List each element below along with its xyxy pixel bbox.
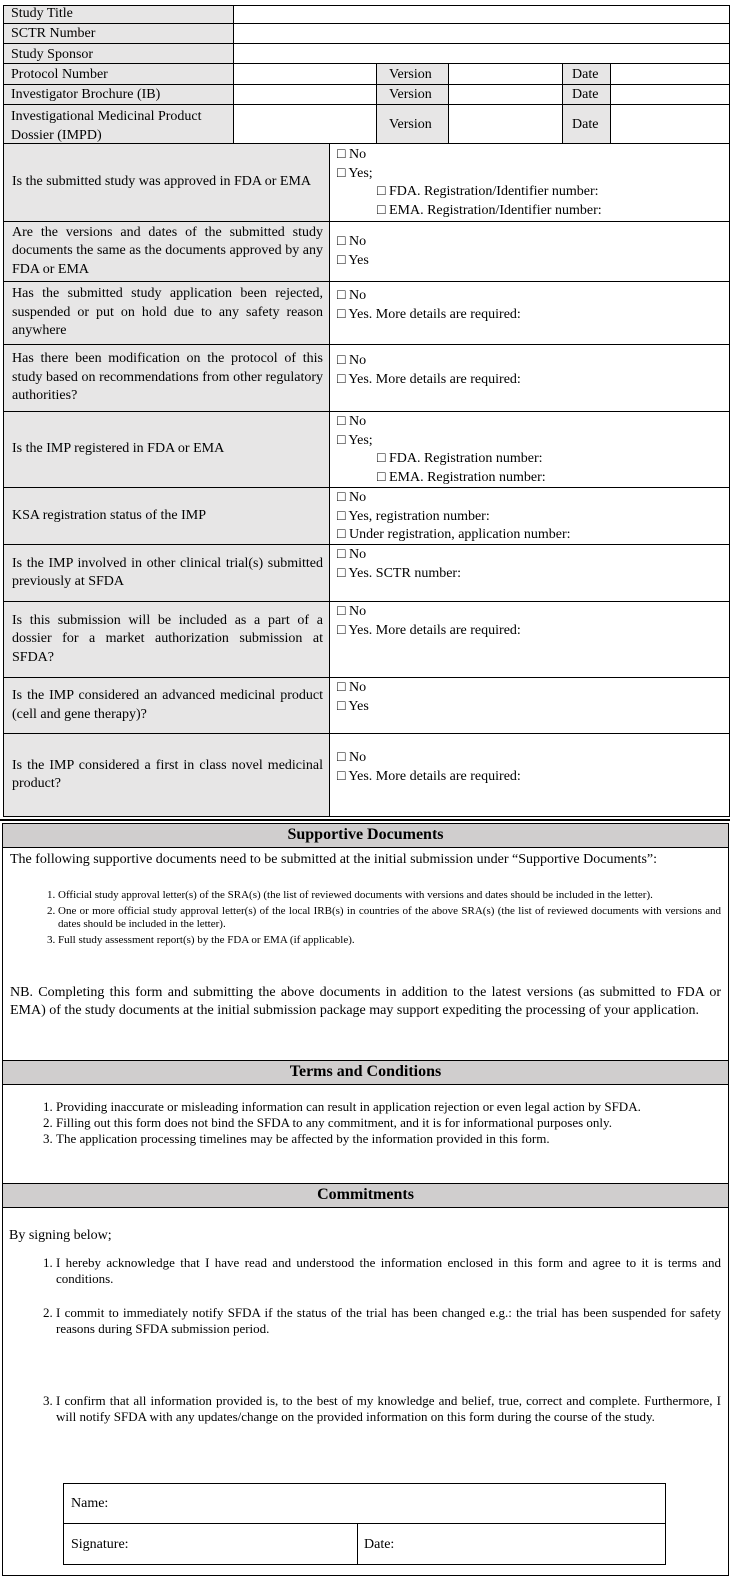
answer-9[interactable] — [329, 677, 730, 734]
study-title-label: Study Title — [3, 5, 234, 24]
option-yes[interactable]: □ Yes — [337, 252, 369, 268]
supportive-list — [10, 889, 721, 947]
date-label: Date: — [364, 1537, 395, 1552]
option-no[interactable]: □ No — [337, 288, 367, 303]
question-2: Are the versions and dates of the submitted study documents the same as the documents approved by any FDA or EMA — [3, 221, 330, 282]
impd-version-field[interactable] — [448, 104, 563, 144]
study-title-field[interactable] — [233, 5, 730, 24]
option-no[interactable]: □ No — [337, 547, 367, 562]
protocol-number-field[interactable] — [233, 63, 377, 85]
option-no[interactable]: □ No — [337, 353, 367, 368]
ib-version-label: Version — [376, 84, 449, 105]
terms-body — [2, 1084, 729, 1184]
answer-7[interactable] — [329, 544, 730, 602]
question-4: Has there been modification on the protocol of this study based on recommendations from other regulatory authorities? — [3, 344, 330, 412]
option-ema[interactable]: □ EMA. Registration number: — [377, 469, 546, 485]
answer-3[interactable] — [329, 281, 730, 345]
option-ema[interactable]: □ EMA. Registration/Identifier number: — [377, 202, 602, 218]
date-field[interactable] — [357, 1523, 666, 1565]
commitments-list — [9, 1255, 721, 1425]
option-yes[interactable]: □ Yes; — [337, 432, 373, 448]
list-item: 2. Filling out this form does not bind the SFDA to any commitment, and it is for informational purposes only. — [56, 1115, 720, 1131]
impd-date-field[interactable] — [610, 104, 730, 144]
ib-version-field[interactable] — [448, 84, 563, 105]
ib-label: Investigator Brochure (IB) — [3, 84, 234, 105]
nb-paragraph: NB. Completing this form and submitting the above documents in addition to the latest versions (as submitted to FDA or EMA) of the study documents at the initial submission package may support expediting the processing of your application. — [10, 984, 721, 1018]
question-9: Is the IMP considered an advanced medicinal product (cell and gene therapy)? — [3, 677, 330, 734]
list-item: 1. Official study approval letter(s) of the SRA(s) (the list of reviewed documents with versions and dates should be included in the letter). — [58, 889, 721, 902]
option-yes[interactable]: □ Yes; — [337, 165, 373, 181]
answer-2[interactable] — [329, 221, 730, 282]
signature-label: Signature: — [71, 1537, 129, 1552]
supportive-documents-header: Supportive Documents — [2, 823, 729, 848]
list-item: 1. Providing inaccurate or misleading information can result in application rejection or even legal action by SFDA. — [56, 1099, 720, 1115]
section-divider — [0, 819, 730, 821]
option-yes[interactable]: □ Yes. SCTR number: — [337, 565, 461, 581]
question-7: Is the IMP involved in other clinical trial(s) submitted previously at SFDA — [3, 544, 330, 602]
option-no[interactable]: □ No — [337, 147, 367, 162]
ib-date-label: Date — [562, 84, 611, 105]
list-item: 3. The application processing timelines may be affected by the information provided in this form. — [56, 1131, 720, 1147]
option-no[interactable]: □ No — [337, 750, 367, 765]
supportive-intro: The following supportive documents need to be submitted at the initial submission under “Supportive Documents”: — [10, 852, 658, 867]
supportive-documents-body — [2, 847, 729, 1061]
question-10: Is the IMP considered a first in class novel medicinal product? — [3, 733, 330, 817]
option-yes[interactable]: □ Yes. More details are required: — [337, 371, 521, 387]
study-sponsor-label: Study Sponsor — [3, 43, 234, 64]
option-yes[interactable]: □ Yes. More details are required: — [337, 622, 521, 638]
list-item: 2. I commit to immediately notify SFDA if the status of the trial has been changed e.g.: the trial has been suspended for safety reasons during SFDA submission period. — [56, 1305, 721, 1337]
ib-field[interactable] — [233, 84, 377, 105]
ib-date-field[interactable] — [610, 84, 730, 105]
list-item: 2. One or more official study approval letter(s) of the local IRB(s) in countries of the above SRA(s) (the list of reviewed documents with versions and dates should be included in the letter). — [58, 905, 721, 931]
question-5: Is the IMP registered in FDA or EMA — [3, 411, 330, 488]
answer-6[interactable] — [329, 487, 730, 545]
question-1: Is the submitted study was approved in FDA or EMA — [3, 143, 330, 222]
impd-field[interactable] — [233, 104, 377, 144]
list-item: 3. I confirm that all information provided is, to the best of my knowledge and belief, true, correct and complete. Furthermore, I will notify SFDA with any updates/change on the provided information on this form during the course of the study. — [56, 1393, 721, 1425]
protocol-date-label: Date — [562, 63, 611, 85]
impd-label: Investigational Medicinal Product Dossier (IMPD) — [3, 104, 234, 144]
option-no[interactable]: □ No — [337, 490, 367, 505]
option-fda[interactable]: □ FDA. Registration number: — [377, 451, 543, 466]
commitments-intro: By signing below; — [9, 1228, 112, 1243]
list-item: 1. I hereby acknowledge that I have read and understood the information enclosed in this form and agree to it is terms and conditions. — [56, 1255, 721, 1287]
option-no[interactable]: □ No — [337, 234, 367, 249]
answer-8[interactable] — [329, 601, 730, 678]
impd-version-label: Version — [376, 104, 449, 144]
list-item: 3. Full study assessment report(s) by the FDA or EMA (if applicable). — [58, 934, 721, 947]
option-yes[interactable]: □ Yes, registration number: — [337, 508, 490, 524]
question-3: Has the submitted study application been rejected, suspended or put on hold due to any safety reason anywhere — [3, 281, 330, 345]
answer-4[interactable] — [329, 344, 730, 412]
question-8: Is this submission will be included as a part of a dossier for a market authorization submission at SFDA? — [3, 601, 330, 678]
question-6: KSA registration status of the IMP — [3, 487, 330, 545]
option-no[interactable]: □ No — [337, 414, 367, 429]
sctr-number-field[interactable] — [233, 23, 730, 44]
answer-10[interactable] — [329, 733, 730, 817]
answer-5[interactable] — [329, 411, 730, 488]
sctr-number-label: SCTR Number — [3, 23, 234, 44]
study-sponsor-field[interactable] — [233, 43, 730, 64]
option-under-registration[interactable]: □ Under registration, application number: — [337, 527, 571, 542]
terms-header: Terms and Conditions — [2, 1060, 729, 1085]
signature-field[interactable] — [63, 1523, 358, 1565]
option-yes[interactable]: □ Yes. More details are required: — [337, 768, 521, 784]
name-label: Name: — [71, 1496, 109, 1511]
option-yes[interactable]: □ Yes. More details are required: — [337, 306, 521, 322]
commitments-header: Commitments — [2, 1183, 729, 1208]
terms-list — [3, 1099, 728, 1147]
protocol-date-field[interactable] — [610, 63, 730, 85]
answer-1[interactable] — [329, 143, 730, 222]
option-no[interactable]: □ No — [337, 604, 367, 619]
name-field[interactable] — [63, 1483, 666, 1524]
protocol-number-label: Protocol Number — [3, 63, 234, 85]
impd-date-label: Date — [562, 104, 611, 144]
option-fda[interactable]: □ FDA. Registration/Identifier number: — [377, 184, 599, 199]
protocol-version-label: Version — [376, 63, 449, 85]
option-no[interactable]: □ No — [337, 680, 367, 695]
option-yes[interactable]: □ Yes — [337, 698, 369, 714]
protocol-version-field[interactable] — [448, 63, 563, 85]
